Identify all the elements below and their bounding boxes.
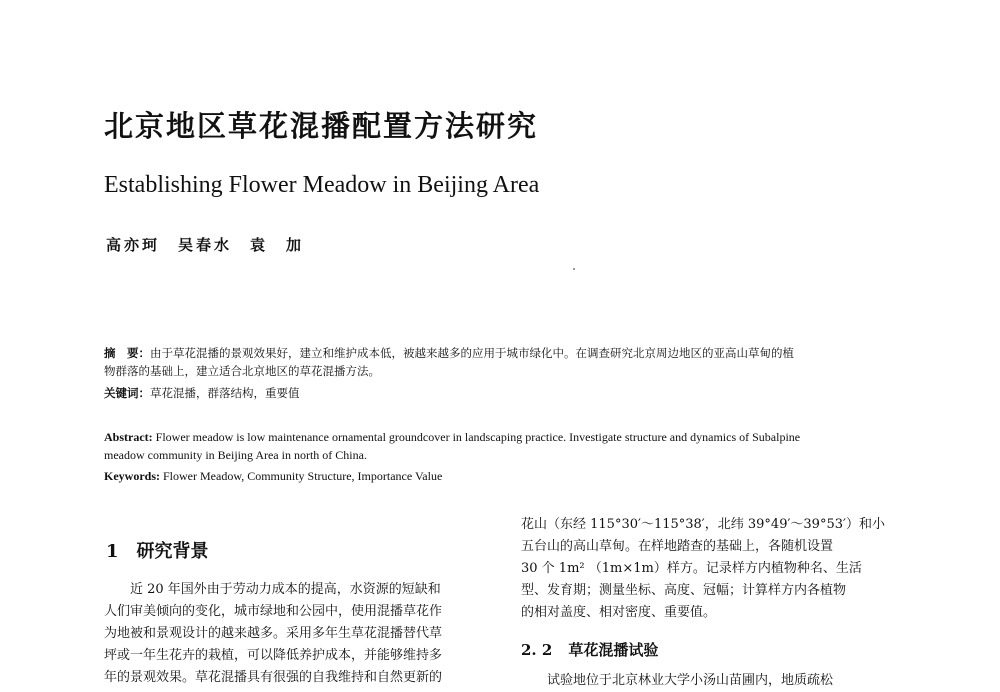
abstract-en-label: Abstract: xyxy=(104,430,153,444)
body-line: 型、发育期；测量坐标、高度、冠幅；计算样方内各植物 xyxy=(521,583,847,598)
keywords-en-text: Flower Meadow, Community Structure, Importance Value xyxy=(160,469,443,483)
section-1-title: 研究背景 xyxy=(136,541,209,562)
body-line: 年的景观效果。草花混播具有很强的自我维持和自然更新的 xyxy=(104,670,443,685)
keywords-zh-label: 关键词： xyxy=(104,386,150,400)
abstract-zh-line-2: 物群落的基础上，建立适合北京地区的草花混播方法。 xyxy=(104,364,380,378)
abstract-zh-text-1: 由于草花混播的景观效果好，建立和维护成本低，被越来越多的应用于城市绿化中。在调查研究北京周边地区的亚高山草甸的植 xyxy=(150,346,794,360)
keywords-en xyxy=(104,467,442,485)
paper-title-chinese: 北京地区草花混播配置方法研究 xyxy=(104,109,539,143)
section-2-2-heading xyxy=(521,639,658,660)
abstract-zh-line-1 xyxy=(104,344,794,362)
speck-mark xyxy=(573,268,575,270)
body-line: 30 个 1m² （1m×1m）样方。记录样方内植物种名、生活 xyxy=(521,561,862,576)
right-column-body xyxy=(521,514,885,624)
section-2-2-number: 2. 2 xyxy=(521,641,553,659)
abstract-zh-label: 摘 要： xyxy=(104,346,150,360)
body-line: 的相对盖度、相对密度、重要值。 xyxy=(521,605,717,620)
keywords-zh-text: 草花混播，群落结构，重要值 xyxy=(150,386,300,400)
section-1-number: 1 xyxy=(106,541,119,562)
body-line: 五台山的高山草甸。在样地踏查的基础上，各随机设置 xyxy=(521,539,834,554)
body-line: 近 20 年国外由于劳动力成本的提高，水资源的短缺和 xyxy=(104,582,441,597)
section-2-2-partial-line: 试验地位于北京林业大学小汤山苗圃内，地质疏松 xyxy=(521,673,834,688)
body-line: 人们审美倾向的变化，城市绿地和公园中，使用混播草花作 xyxy=(104,604,443,619)
author-list: 高亦珂 吴春水 袁 加 xyxy=(106,236,305,254)
section-1-heading xyxy=(106,537,209,563)
body-line: 为地被和景观设计的越来越多。采用多年生草花混播替代草 xyxy=(104,626,443,641)
abstract-en-line-2: meadow community in Beijing Area in north of China. xyxy=(104,448,367,462)
body-line: 坪或一年生花卉的栽植，可以降低养护成本，并能够维持多 xyxy=(104,648,443,663)
paper-title-english: Establishing Flower Meadow in Beijing Area xyxy=(104,172,540,198)
keywords-zh xyxy=(104,384,300,402)
abstract-en-line-1 xyxy=(104,428,800,446)
keywords-en-label: Keywords: xyxy=(104,469,160,483)
abstract-en-text-1: Flower meadow is low maintenance ornamental groundcover in landscaping practice. Investigate structure and dynamics of Subalpine xyxy=(152,430,801,444)
section-2-2-title: 草花混播试验 xyxy=(568,641,659,659)
body-line: 花山（东经 115°30′～115°38′，北纬 39°49′～39°53′）和小 xyxy=(521,517,885,532)
section-1-body xyxy=(104,579,442,689)
